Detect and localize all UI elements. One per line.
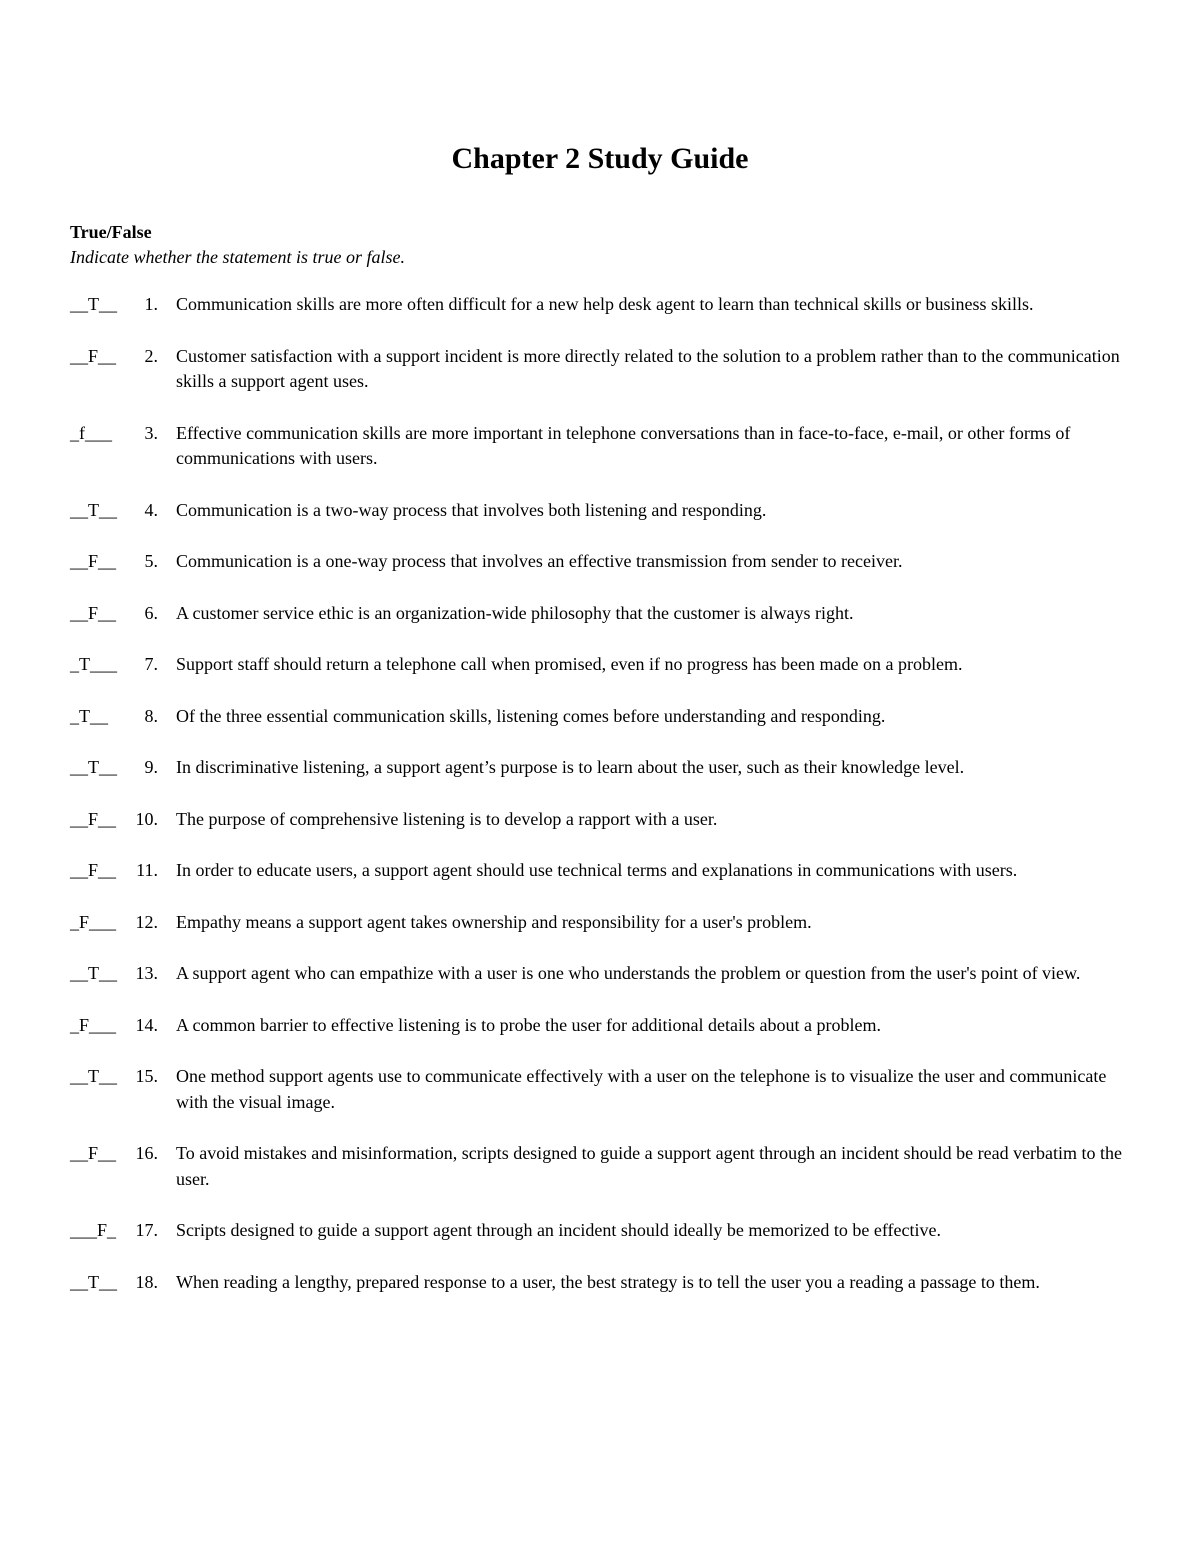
answer-blank: __T__ xyxy=(70,963,117,983)
question-text: Communication is a one-way process that involves an effective transmission from sender to receiver. xyxy=(176,551,903,571)
question-item xyxy=(70,1064,1130,1115)
question-item xyxy=(70,1013,1130,1039)
question-number: 9. xyxy=(144,757,158,777)
question-text: A customer service ethic is an organization-wide philosophy that the customer is always right. xyxy=(176,602,854,623)
question-number: 4. xyxy=(144,499,158,520)
question-item xyxy=(70,1218,1130,1244)
question-text: Empathy means a support agent takes ownership and responsibility for a user's problem. xyxy=(176,911,812,932)
answer-blank: __T__ xyxy=(70,294,117,314)
question-text: The purpose of comprehensive listening is to develop a rapport with a user. xyxy=(176,808,718,829)
question-item xyxy=(70,910,1130,936)
answer-blank: __T__ xyxy=(70,499,117,520)
answer-blank: _F___ xyxy=(70,911,117,932)
question-text: In discriminative listening, a support agent’s purpose is to learn about the user, such as their knowledge level. xyxy=(176,757,965,777)
question-item xyxy=(70,1141,1130,1192)
answer-blank: _f___ xyxy=(70,422,112,443)
answer-blank: __F__ xyxy=(70,551,117,571)
question-item xyxy=(70,755,1130,781)
question-text: To avoid mistakes and misinformation, scripts designed to guide a support agent through an incident should be read verbatim to the user. xyxy=(176,1143,1123,1189)
question-item xyxy=(70,858,1130,884)
question-number: 1. xyxy=(144,294,158,314)
section-heading: True/False xyxy=(70,222,152,242)
question-item xyxy=(70,292,1130,318)
question-text: One method support agents use to communicate effectively with a user on the telephone is to visualize the user and communicate with the visual image. xyxy=(176,1066,1107,1112)
question-item xyxy=(70,601,1130,627)
question-number: 17. xyxy=(135,1220,158,1240)
answer-blank: _T___ xyxy=(70,654,117,674)
answer-blank: __T__ xyxy=(70,757,117,777)
question-text: Effective communication skills are more important in telephone conversations than in face-to-face, e-mail, or other forms of communications with users. xyxy=(176,422,1071,468)
question-item xyxy=(70,344,1130,395)
question-number: 12. xyxy=(135,911,158,932)
question-number: 8. xyxy=(144,705,158,726)
question-text: A common barrier to effective listening is to probe the user for additional details about a problem. xyxy=(176,1014,881,1035)
question-number: 6. xyxy=(144,602,158,623)
answer-blank: __F__ xyxy=(70,808,117,829)
question-text: Communication skills are more often difficult for a new help desk agent to learn than technical skills or business skills. xyxy=(176,294,1034,314)
page-title: Chapter 2 Study Guide xyxy=(451,142,749,175)
question-item xyxy=(70,961,1130,987)
question-text: Communication is a two-way process that involves both listening and responding. xyxy=(176,499,767,520)
question-text: Scripts designed to guide a support agent through an incident should ideally be memorized to be effective. xyxy=(176,1220,941,1240)
question-text: Support staff should return a telephone call when promised, even if no progress has been made on a problem. xyxy=(176,654,963,674)
question-number: 2. xyxy=(144,345,158,366)
answer-blank: ___F_ xyxy=(70,1220,117,1240)
answer-blank: __F__ xyxy=(70,860,117,880)
question-item xyxy=(70,549,1130,575)
answer-blank: _T__ xyxy=(70,705,108,726)
question-number: 16. xyxy=(135,1143,158,1163)
question-number: 13. xyxy=(135,963,158,983)
answer-blank: _F___ xyxy=(70,1014,117,1035)
question-number: 14. xyxy=(135,1014,158,1035)
question-text: Customer satisfaction with a support incident is more directly related to the solution to a problem rather than to the communication skills a support agent uses. xyxy=(176,345,1120,391)
question-number: 10. xyxy=(135,808,158,829)
answer-blank: __T__ xyxy=(70,1271,117,1292)
answer-blank: __T__ xyxy=(70,1066,117,1086)
question-number: 5. xyxy=(144,551,158,571)
question-item xyxy=(70,421,1130,472)
question-text: A support agent who can empathize with a user is one who understands the problem or question from the user's point of view. xyxy=(176,963,1081,983)
section-instruction: Indicate whether the statement is true or false. xyxy=(70,247,405,267)
answer-blank: __F__ xyxy=(70,602,117,623)
answer-blank: __F__ xyxy=(70,345,117,366)
question-number: 7. xyxy=(144,654,158,674)
question-number: 15. xyxy=(135,1066,158,1086)
question-item xyxy=(70,498,1130,524)
question-number: 11. xyxy=(136,860,158,880)
question-number: 3. xyxy=(144,422,158,443)
question-item xyxy=(70,704,1130,730)
question-text: Of the three essential communication skills, listening comes before understanding and responding. xyxy=(176,705,886,726)
question-item xyxy=(70,652,1130,678)
answer-blank: __F__ xyxy=(70,1143,117,1163)
question-item xyxy=(70,1270,1130,1296)
question-text: When reading a lengthy, prepared response to a user, the best strategy is to tell the user you a reading a passage to them. xyxy=(176,1271,1040,1292)
question-number: 18. xyxy=(135,1271,158,1292)
question-item xyxy=(70,807,1130,833)
question-text: In order to educate users, a support agent should use technical terms and explanations in communications with users. xyxy=(176,860,1018,880)
question-list xyxy=(70,292,1130,1321)
